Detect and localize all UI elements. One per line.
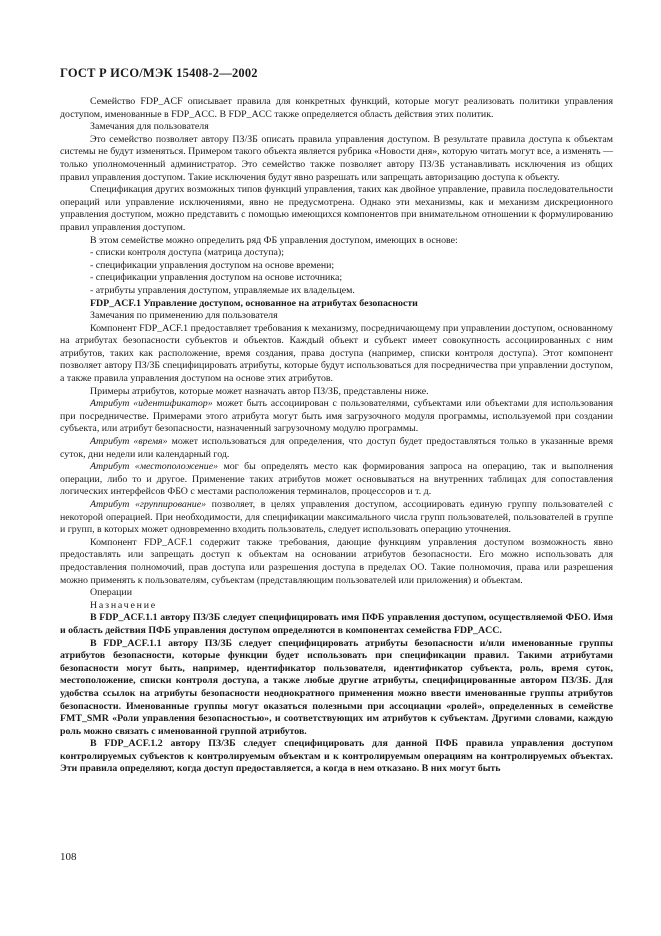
paragraph: Замечания для пользователя [90, 121, 209, 133]
paragraph: Спецификация других возможных типов функций управления, таких как двойное управление, правила последовательности операций или управление исключениями, явно не предусмотрена. Однако эти механизмы, как и механизм дискреционного управления доступом, можно представить с помощью имеющихся компонентов при внимательном отношении к формулированию правил управления доступом. [60, 184, 613, 233]
paragraph: Замечания по применению для пользователя [90, 310, 278, 322]
paragraph: В FDP_ACF.1.1 автору ПЗ/ЗБ следует специфицировать имя ПФБ управления доступом, осуществляемой ФБО. Имя и область действия ПФБ управления доступом определяются в компонентах семейства FDP_ACC. [60, 612, 613, 636]
paragraph: Компонент FDP_ACF.1 содержит также требования, дающие функциям управления доступом возможность явно предоставлять или запрещать доступ к объектам на основании атрибутов безопасности. Его можно использовать для предоставления полномочий, прав доступа или разрешения доступа в пределах ОО. Такие полномочия, права или разрешения можно применять к пользователям, субъектам (представляющим пользователей или приложения) и объектам. [60, 536, 613, 586]
paragraph: - спецификации управления доступом на основе времени; [90, 259, 335, 271]
paragraph-lead: Атрибут «время» [90, 436, 168, 448]
paragraph-lead: Атрибут «местоположение» [90, 461, 219, 473]
paragraph-text: мог бы определять место как формирования запроса на операцию, так и выполнения операции, либо то и другое. Применение таких атрибутов может основываться на внутренних таблицах для сопоставления логических интерфейсов ФБО с местами расположения терминалов, процессоров и т. д. [60, 461, 613, 498]
paragraph: - атрибуты управления доступом, управляемые их владельцем. [90, 284, 355, 296]
paragraph: В FDP_ACF.1.2 автору ПЗ/ЗБ следует специфицировать для данной ПФБ правила управления доступом контролируемых субъектов к контролируемым объектам и к контролируемым операциям на контролируемых объектах. Эти правила определяют, когда доступ предоставляется, а когда в нем отказано. В них могут быть [60, 738, 613, 775]
paragraph: - спецификации управления доступом на основе источника; [90, 272, 343, 284]
paragraph: Компонент FDP_ACF.1 предоставляет требования к механизму, посредничающему при управлении доступом, основанному на атрибутах безопасности субъектов и объектов. Каждый объект и субъект имеет совокупность ассоциированных с ним атрибутов, таких как расположение, время создания, права доступа (например, списки контроля доступа). Этот компонент позволяет автору ПЗ/ЗБ специфицировать атрибуты, которые будут использоваться для посредничества при управлении доступом, а также правила управления доступом на основе этих атрибутов. [60, 322, 613, 385]
paragraph [60, 461, 613, 499]
paragraph [60, 499, 613, 537]
document-body [60, 96, 613, 776]
paragraph: Операции [90, 587, 132, 599]
paragraph: В FDP_ACF.1.1 автору ПЗ/ЗБ следует специфицировать атрибуты безопасности и/или именованные группы атрибутов безопасности, которые функции будет использовать при спецификации правил. Такими атрибутами безопасности могут быть, например, идентификатор пользователя, идентификатор субъекта, роль, время суток, местоположение, списки контроля доступа, а также любые другие атрибуты, специфицированные автором ПЗ/ЗБ. Для удобства ссылок на атрибуты безопасности неоднократного применения можно ввести именованные группы атрибутов безопасности. Именованные группы могут оказаться полезными при ассоциации «ролей», определенных в семействе FMT_SMR «Роли управления безопасностью», и соответствующих им атрибутов к субъектам. Другими словами, каждую роль можно связать с именованной группой атрибутов. [60, 637, 613, 737]
paragraph: Назначение [90, 599, 157, 611]
paragraph-text: позволяет, в целях управления доступом, ассоциировать единую группу пользователей с некоторой операцией. При необходимости, для спецификации максимального числа групп пользователей, пользователей в группе и групп, в которых может одновременно входить пользователь, следует использовать операцию уточнения. [60, 499, 614, 536]
paragraph: - списки контроля доступа (матрица доступа); [90, 247, 284, 259]
page-header: ГОСТ Р ИСО/МЭК 15408-2—2002 [60, 66, 258, 80]
paragraph-lead: Атрибут «идентификатор» [90, 398, 213, 410]
page-number: 108 [60, 851, 77, 863]
paragraph: Семейство FDP_ACF описывает правила для конкретных функций, которые могут реализовать политики управления доступом, именованные в FDP_ACC. В FDP_ACC также определяется область действия этих политик. [60, 96, 613, 120]
paragraph: В этом семействе можно определить ряд ФБ управления доступом, имеющих в основе: [90, 234, 458, 246]
paragraph-text: может быть ассоциирован с пользователями, субъектами или объектами для использования при посредничестве. Примерами этого атрибута могут быть имя загрузочного модуля программы, используемой при создании субъекта, или атрибут безопасности, назначенный загрузочному модулю программы. [60, 398, 614, 435]
paragraph: Примеры атрибутов, которые может назначать автор ПЗ/ЗБ, представлены ниже. [90, 385, 429, 397]
paragraph: Это семейство позволяет автору ПЗ/ЗБ описать правила управления доступом. В результате правила доступа к объектам системы не будут изменяться. Примером такого объекта является рубрика «Новости дня», которую читать могут все, а изменять — только уполномоченный администратор. Это семейство также позволяет автору ПЗ/ЗБ устанавливать исключения из общих правил управления доступом. Такие исключения будут явно разрешать или запрещать авторизацию доступа к объекту. [60, 133, 613, 183]
paragraph [60, 436, 613, 461]
paragraph [60, 398, 613, 436]
paragraph-lead: Атрибут «группирование» [90, 499, 207, 510]
paragraph: FDP_ACF.1 Управление доступом, основанное на атрибутах безопасности [90, 297, 418, 309]
paragraph-text: может использоваться для определения, что доступ будет предоставляться только в указанные время суток, дни недели или календарный год. [60, 436, 613, 460]
